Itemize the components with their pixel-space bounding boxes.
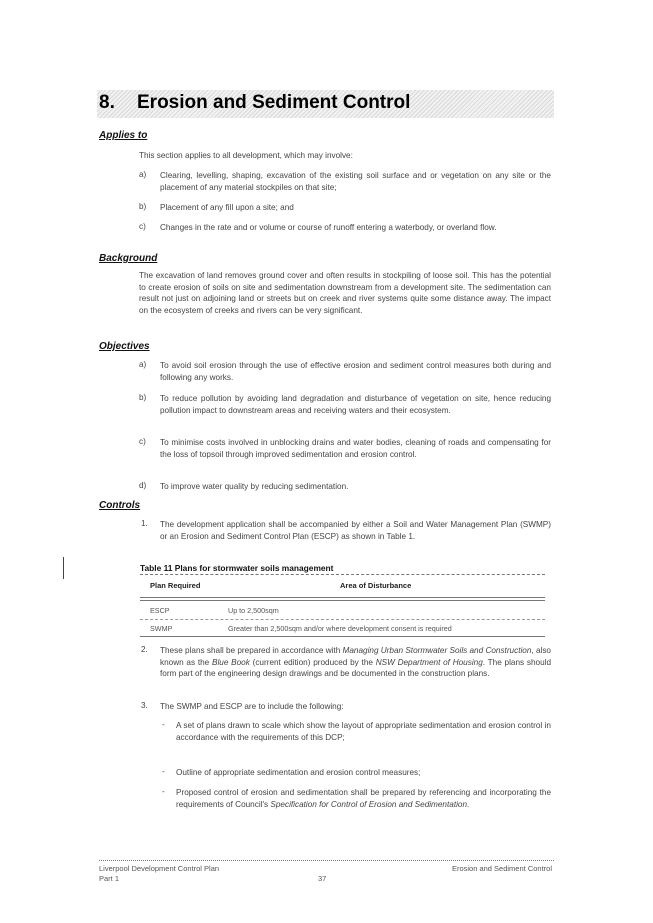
list-item xyxy=(160,645,551,680)
background-paragraph: The excavation of land removes ground cover and often results in stockpiling of loose soil. This has the potential to create erosion of soils on site and sedimentation downstream from a development site. The sedimentation can result not just on adjoining land or streets but on creek and river systems quite some distance away. The impact on the ecosystem of creeks and rivers can be very significant. xyxy=(139,271,551,315)
list-item: To avoid soil erosion through the use of effective erosion and sediment control measures both during and following any works. xyxy=(160,361,551,382)
list-item: To reduce pollution by avoiding land degradation and disturbance of vegetation on site, hence reducing pollution impact to downstream areas and receiving waters and their ecosystem. xyxy=(160,394,551,415)
table-cell: Up to 2,500sqm xyxy=(228,606,279,615)
text-run: , also known as the xyxy=(160,646,551,667)
heading-applies-to: Applies to xyxy=(99,130,148,141)
list-item: To improve water quality by reducing sedimentation. xyxy=(160,482,349,491)
change-bar xyxy=(63,557,64,579)
bullet-marker: - xyxy=(162,787,165,796)
section-title: Erosion and Sediment Control xyxy=(137,92,411,113)
list-item: To minimise costs involved in unblocking drains and water bodies, cleaning of roads and compensating for the loss of topsoil through improved sedimentation and erosion control. xyxy=(160,438,551,459)
table-cell: Greater than 2,500sqm and/or where development consent is required xyxy=(228,624,452,633)
list-marker: b) xyxy=(139,202,147,211)
footer-rule xyxy=(99,860,554,861)
bullet-marker: - xyxy=(162,720,165,729)
page-number: 37 xyxy=(318,874,327,883)
table-rule xyxy=(140,619,545,620)
bullet-item: Outline of appropriate sedimentation and erosion control measures; xyxy=(176,768,421,777)
section-banner xyxy=(97,90,554,118)
text-run: Proposed control of erosion and sedimentation shall be prepared by referencing and incorporating the requirements of Council's xyxy=(176,788,551,809)
applies-to-intro: This section applies to all development, which may involve: xyxy=(139,151,353,160)
specification-title: Specification for Control of Erosion and Sedimentation xyxy=(270,799,468,809)
bullet-marker: - xyxy=(162,767,165,776)
bullet-item xyxy=(176,787,551,810)
list-marker: 1. xyxy=(141,519,148,528)
heading-objectives: Objectives xyxy=(99,341,150,352)
section-number: 8. xyxy=(99,92,115,113)
list-marker: c) xyxy=(139,437,146,446)
list-item: The SWMP and ESCP are to include the following: xyxy=(160,702,344,711)
table-caption: Table 11 Plans for stormwater soils management xyxy=(140,563,545,575)
table-cell: SWMP xyxy=(150,624,173,633)
list-item: Placement of any fill upon a site; and xyxy=(160,203,294,212)
list-marker: 2. xyxy=(141,645,148,654)
table-header-cell: Area of Disturbance xyxy=(340,581,412,590)
text-run: These plans shall be prepared in accordance with xyxy=(160,646,343,655)
table-cell: ESCP xyxy=(150,606,170,615)
footer-part: Part 1 xyxy=(99,874,120,883)
text-run: (current edition) produced by the xyxy=(249,657,376,667)
list-item: Clearing, levelling, shaping, excavation of the existing soil surface and or vegetation on any site or the placement of any material stockpiles on that site; xyxy=(160,171,551,192)
list-marker: a) xyxy=(139,170,147,179)
list-marker: a) xyxy=(139,360,147,369)
heading-background: Background xyxy=(99,253,158,264)
table-rule xyxy=(140,636,545,637)
list-item: Changes in the rate and or volume or course of runoff entering a waterbody, or overland flow. xyxy=(160,223,497,232)
list-marker: b) xyxy=(139,393,147,402)
table-rule xyxy=(140,600,545,601)
table-rule xyxy=(140,597,545,598)
publication-title: Managing Urban Stormwater Soils and Construction xyxy=(342,646,532,655)
list-marker: d) xyxy=(139,481,147,490)
agency-name: NSW Department of Housing xyxy=(375,657,483,667)
bullet-item: A set of plans drawn to scale which show the layout of appropriate sedimentation and erosion control in accordance with the requirements of this DCP; xyxy=(176,721,551,742)
list-item: The development application shall be accompanied by either a Soil and Water Management Plan (SWMP) or an Erosion and Sediment Control Plan (ESCP) as shown in Table 1. xyxy=(160,520,551,541)
footer-section-name: Erosion and Sediment Control xyxy=(451,864,552,873)
list-marker: 3. xyxy=(141,701,148,710)
publication-nickname: Blue Book xyxy=(212,657,250,667)
text-run: . The plans should form part of the engineering design drawings and be documented in the construction plans. xyxy=(160,657,552,678)
footer-document-name: Liverpool Development Control Plan xyxy=(99,864,220,873)
table-header-cell: Plan Required xyxy=(150,581,201,590)
text-run: . xyxy=(467,799,470,809)
heading-controls: Controls xyxy=(99,500,141,511)
list-marker: c) xyxy=(139,222,146,231)
